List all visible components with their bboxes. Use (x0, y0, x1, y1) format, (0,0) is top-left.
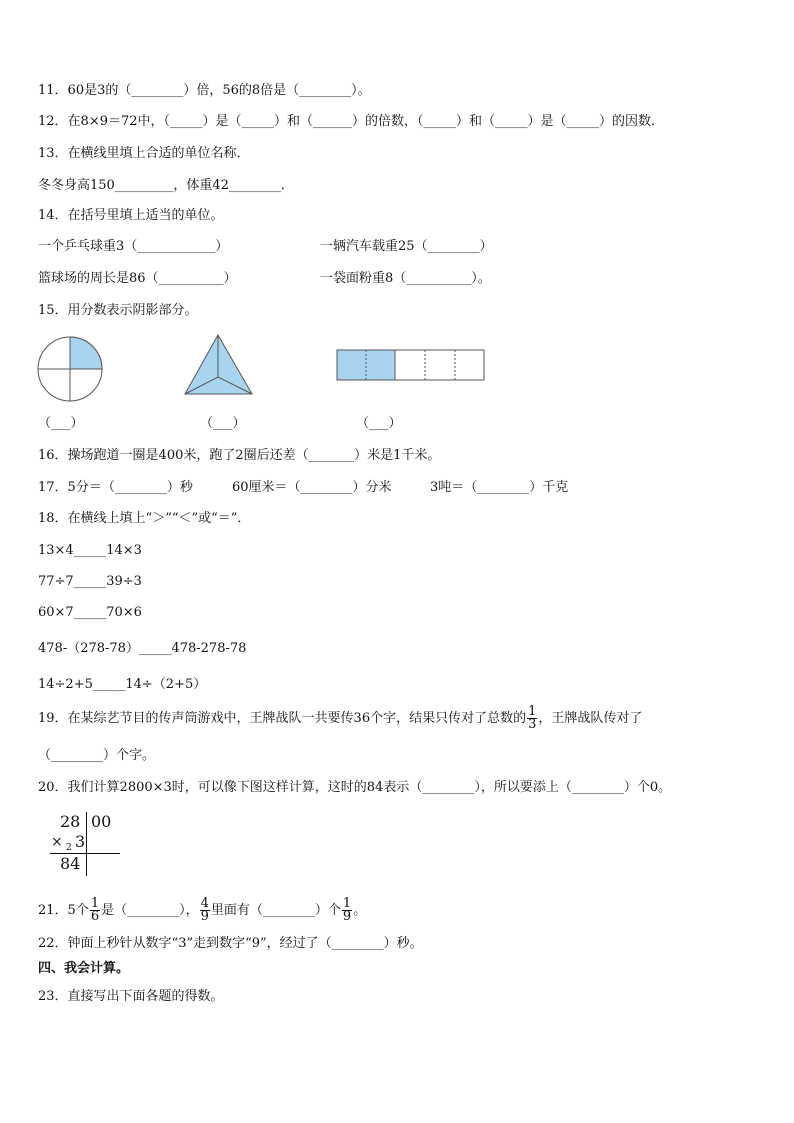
blank-15-a: （___） (38, 416, 84, 431)
blank-15-b: （___） (200, 416, 246, 431)
bar-two-fifths-shaded-icon (336, 349, 486, 383)
question-21-text: 里面有（________）个 (210, 903, 341, 918)
question-20: 20．我们计算2800×3时，可以像下图这样计算，这时的84表示（________），所以要添上（________）个0。 (38, 780, 672, 795)
calc-top: 28 (60, 812, 81, 831)
calc-zeros: 00 (91, 812, 112, 831)
question-14-d: 一袋面粉重8（__________）。 (320, 271, 491, 286)
compare-item: 77÷7_____39÷3 (38, 574, 142, 589)
fraction: $\frac{1}{3}$ (528, 704, 537, 732)
fraction: $\frac{4}{9}$ (200, 896, 209, 924)
fraction: $\frac{1}{6}$ (90, 896, 100, 924)
times-sign: × (51, 834, 63, 850)
question-16: 16．操场跑道一圈是400米，跑了2圈后还差（_______）米是1千米。 (38, 448, 441, 463)
question-17-c: 3吨＝（________）千克 (430, 480, 569, 495)
question-17-b: 60厘米＝（________）分米 (232, 480, 392, 495)
question-19-text-2: ，王牌战队传对了 (538, 711, 643, 726)
divider-line (50, 853, 120, 854)
triangle-shaded-icon (182, 332, 258, 400)
question-14-a: 一个乒乓球重3（____________） (38, 239, 229, 254)
question-23: 23．直接写出下面各题的得数。 (38, 989, 224, 1004)
question-17-a: 17．5分＝（________）秒 (38, 480, 193, 495)
question-21-text: 21．5个 (38, 903, 89, 918)
question-19 (38, 706, 642, 731)
question-12: 12．在8×9＝72中，（_____）是（_____）和（______）的倍数，（_____）和（_____）是（_____）的因数． (38, 114, 665, 129)
carry-digit: 2 (66, 843, 72, 853)
divider-line (86, 812, 87, 876)
blank-15-c: （___） (356, 416, 402, 431)
question-14-c: 篮球场的周长是86（__________） (38, 271, 237, 286)
compare-item: 14÷2+5_____14÷（2+5） (38, 677, 207, 692)
compare-item: 478-（278-78）_____478-278-78 (38, 641, 247, 656)
question-19-line2: （________）个字。 (38, 748, 156, 763)
compare-item: 60×7_____70×6 (38, 605, 142, 620)
compare-item: 13×4_____14×3 (38, 543, 142, 558)
section-heading: 四、我会计算。 (38, 961, 130, 976)
question-14-b: 一辆汽车载重25（________） (320, 239, 493, 254)
question-22: 22．钟面上秒针从数字“3”走到数字“9”，经过了（________）秒。 (38, 936, 423, 951)
question-13-line: 冬冬身高150_________，体重42________． (38, 178, 294, 193)
question-15: 15．用分数表示阴影部分。 (38, 303, 198, 318)
calc-multiplier: 3 (75, 832, 86, 851)
circle-quarter-shaded-icon (36, 335, 106, 405)
question-14: 14．在括号里填上适当的单位。 (38, 208, 224, 223)
question-21 (38, 898, 366, 923)
multiplication-diagram (48, 810, 128, 880)
question-11: 11．60是3的（________）倍，56的8倍是（________）。 (38, 83, 371, 98)
question-13: 13．在横线里填上合适的单位名称． (38, 146, 250, 161)
question-21-text: 。 (353, 903, 367, 918)
question-21-text: 是（________）， (101, 903, 199, 918)
question-19-text: 19．在某综艺节目的传声筒游戏中，王牌战队一共要传36个字，结果只传对了总数的 (38, 711, 527, 726)
question-18: 18．在横线上填上“＞”“＜”或“＝”． (38, 511, 251, 526)
fraction: $\frac{1}{9}$ (342, 896, 352, 924)
calc-result: 84 (60, 854, 81, 873)
